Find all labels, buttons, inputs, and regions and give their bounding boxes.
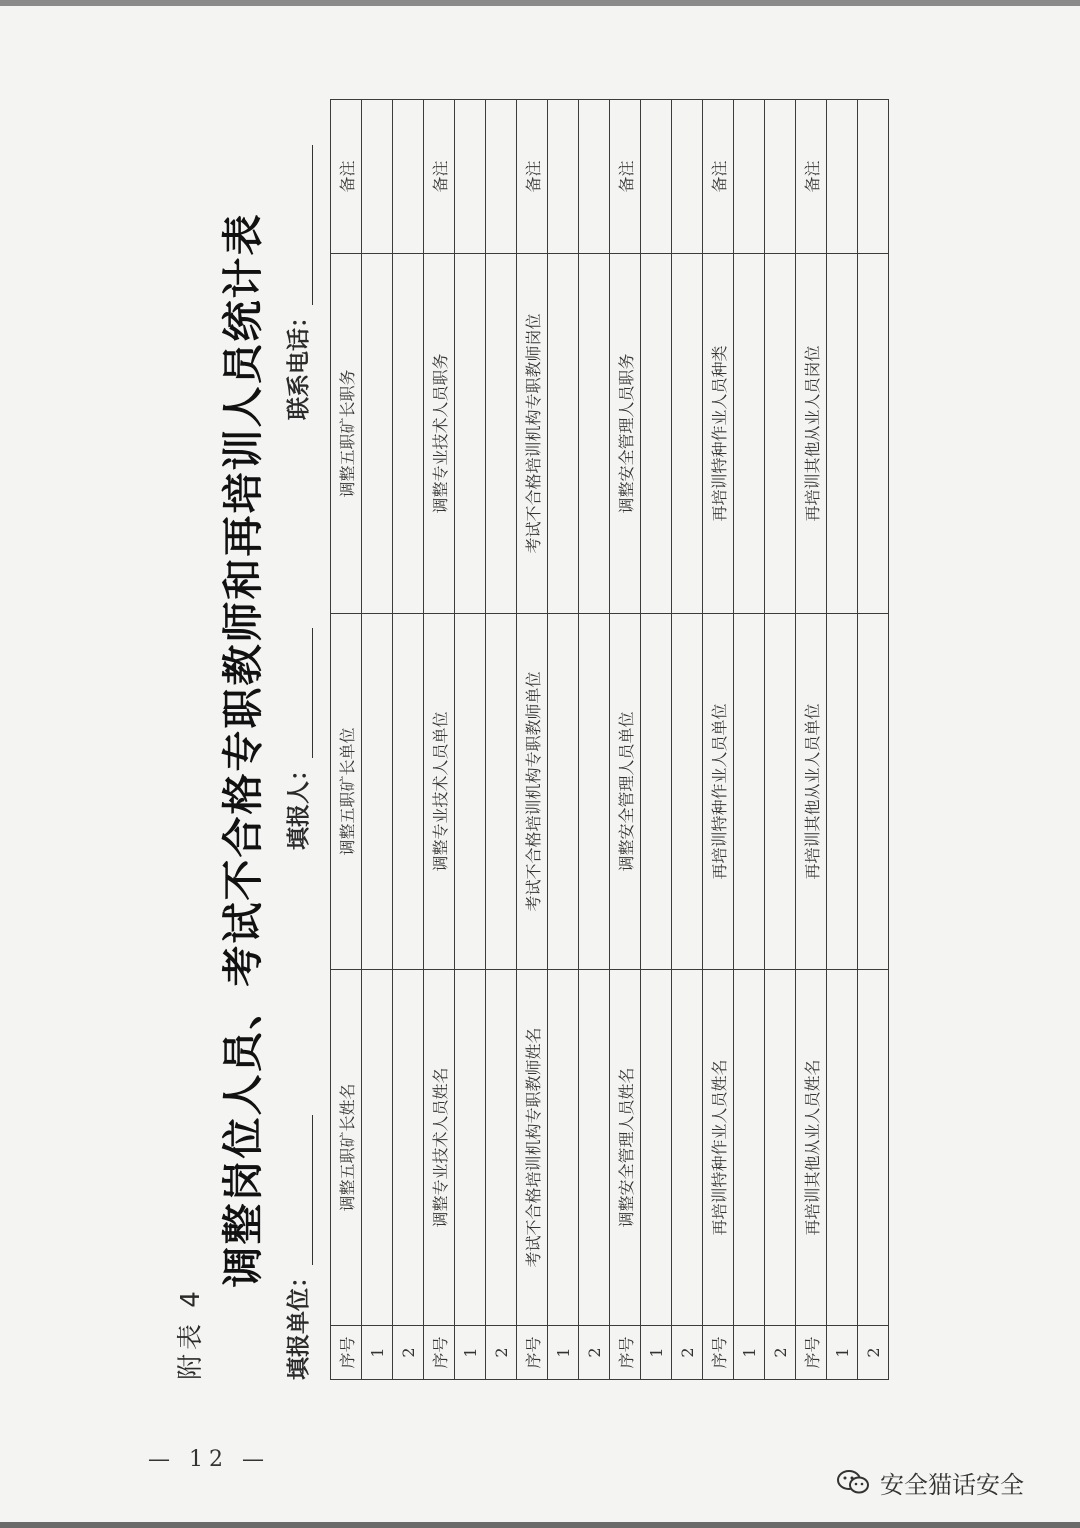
header-cell: 调整安全管理人员姓名: [610, 970, 641, 1326]
header-cell: 备注: [796, 100, 827, 254]
blank-cell: [548, 614, 579, 970]
table-row: [579, 100, 610, 1380]
blank-cell: [393, 970, 424, 1326]
blank-cell: [393, 254, 424, 614]
header-cell: 再培训其他从业人员姓名: [796, 970, 827, 1326]
blank-cell: [548, 100, 579, 254]
header-cell: 再培训其他从业人员单位: [796, 614, 827, 970]
blank-cell: [486, 970, 517, 1326]
row-number-cell: 1: [827, 1326, 858, 1380]
reporter-field: [280, 628, 313, 850]
blank-cell: [393, 100, 424, 254]
header-cell: 调整专业技术人员姓名: [424, 970, 455, 1326]
watermark-text: 安全猫话安全: [880, 1470, 1024, 1499]
header-cell: 备注: [517, 100, 548, 254]
table-row: [672, 100, 703, 1380]
header-cell: 序号: [610, 1326, 641, 1380]
scan-top-edge: [0, 0, 1080, 6]
blank-cell: [765, 100, 796, 254]
blank-cell: [858, 614, 889, 970]
blank-cell: [765, 254, 796, 614]
blank-cell: [672, 970, 703, 1326]
blank-cell: [858, 100, 889, 254]
reporting-unit-field: [280, 1115, 313, 1380]
row-number-cell: 2: [393, 1326, 424, 1380]
blank-cell: [455, 100, 486, 254]
table-header-row: [703, 100, 734, 1380]
table-header-row: [424, 100, 455, 1380]
header-cell: 考试不合格培训机构专职教师姓名: [517, 970, 548, 1326]
table-row: [362, 100, 393, 1380]
header-cell: 考试不合格培训机构专职教师单位: [517, 614, 548, 970]
table-header-row: [331, 100, 362, 1380]
table-header-row: [610, 100, 641, 1380]
blank-cell: [579, 614, 610, 970]
blank-cell: [672, 100, 703, 254]
blank-cell: [579, 254, 610, 614]
blank-cell: [641, 254, 672, 614]
header-cell: 序号: [796, 1326, 827, 1380]
blank-cell: [362, 100, 393, 254]
header-cell: 序号: [517, 1326, 548, 1380]
reporter-blank: [288, 628, 313, 758]
reporter-label: 填报人：: [286, 758, 312, 850]
blank-cell: [672, 614, 703, 970]
header-cell: 调整五职矿长职务: [331, 254, 362, 614]
blank-cell: [827, 254, 858, 614]
blank-cell: [641, 970, 672, 1326]
header-cell: 备注: [424, 100, 455, 254]
row-number-cell: 1: [734, 1326, 765, 1380]
row-number-cell: 2: [579, 1326, 610, 1380]
table-row: [858, 100, 889, 1380]
header-cell: 调整安全管理人员职务: [610, 254, 641, 614]
header-cell: 备注: [610, 100, 641, 254]
blank-cell: [734, 254, 765, 614]
row-number-cell: 1: [548, 1326, 579, 1380]
statistics-table: [330, 99, 889, 1380]
header-cell: 再培训特种作业人员种类: [703, 254, 734, 614]
header-cell: 再培训特种作业人员姓名: [703, 970, 734, 1326]
table-row: [393, 100, 424, 1380]
header-cell: 备注: [703, 100, 734, 254]
blank-cell: [641, 100, 672, 254]
watermark: [836, 1464, 1024, 1500]
header-cell: 调整安全管理人员单位: [610, 614, 641, 970]
blank-cell: [455, 254, 486, 614]
header-cell: 考试不合格培训机构专职教师岗位: [517, 254, 548, 614]
blank-cell: [486, 100, 517, 254]
row-number-cell: 1: [641, 1326, 672, 1380]
form-meta-row: [280, 100, 320, 1380]
blank-cell: [734, 970, 765, 1326]
blank-cell: [858, 970, 889, 1326]
table-row: [548, 100, 579, 1380]
row-number-cell: 1: [362, 1326, 393, 1380]
table-row: [734, 100, 765, 1380]
blank-cell: [827, 970, 858, 1326]
row-number-cell: 2: [858, 1326, 889, 1380]
header-cell: 调整五职矿长姓名: [331, 970, 362, 1326]
annex-label: 附表 4: [176, 1287, 206, 1380]
header-cell: 调整五职矿长单位: [331, 614, 362, 970]
row-number-cell: 2: [672, 1326, 703, 1380]
header-cell: 序号: [331, 1326, 362, 1380]
blank-cell: [827, 100, 858, 254]
phone-label: 联系电话：: [286, 305, 312, 420]
blank-cell: [641, 614, 672, 970]
blank-cell: [362, 970, 393, 1326]
blank-cell: [734, 100, 765, 254]
blank-cell: [362, 254, 393, 614]
scan-bottom-edge: [0, 1522, 1080, 1528]
blank-cell: [858, 254, 889, 614]
blank-cell: [548, 970, 579, 1326]
blank-cell: [734, 614, 765, 970]
header-cell: 调整专业技术人员单位: [424, 614, 455, 970]
header-cell: 序号: [703, 1326, 734, 1380]
table-row: [641, 100, 672, 1380]
table-header-row: [796, 100, 827, 1380]
blank-cell: [579, 970, 610, 1326]
blank-cell: [827, 614, 858, 970]
header-cell: 调整专业技术人员职务: [424, 254, 455, 614]
wechat-icon: [836, 1468, 870, 1496]
row-number-cell: 2: [765, 1326, 796, 1380]
table-row: [827, 100, 858, 1380]
blank-cell: [672, 254, 703, 614]
row-number-cell: 2: [486, 1326, 517, 1380]
document-title: 调整岗位人员、考试不合格专职教师和再培训人员统计表: [219, 212, 267, 1288]
reporting-unit-label: 填报单位：: [286, 1265, 312, 1380]
blank-cell: [548, 254, 579, 614]
header-cell: 再培训其他从业人员岗位: [796, 254, 827, 614]
blank-cell: [765, 970, 796, 1326]
blank-cell: [393, 614, 424, 970]
blank-cell: [455, 614, 486, 970]
row-number-cell: 1: [455, 1326, 486, 1380]
blank-cell: [455, 970, 486, 1326]
table-row: [486, 100, 517, 1380]
header-cell: 序号: [424, 1326, 455, 1380]
blank-cell: [362, 614, 393, 970]
header-cell: 再培训特种作业人员单位: [703, 614, 734, 970]
table-row: [455, 100, 486, 1380]
blank-cell: [486, 614, 517, 970]
reporting-unit-blank: [288, 1115, 313, 1265]
table-header-row: [517, 100, 548, 1380]
page-number: — 12 —: [148, 1447, 270, 1472]
phone-blank: [288, 145, 313, 305]
form-sheet: [160, 100, 900, 1400]
blank-cell: [579, 100, 610, 254]
blank-cell: [486, 254, 517, 614]
blank-cell: [765, 614, 796, 970]
phone-field: [280, 145, 313, 420]
header-cell: 备注: [331, 100, 362, 254]
table-row: [765, 100, 796, 1380]
